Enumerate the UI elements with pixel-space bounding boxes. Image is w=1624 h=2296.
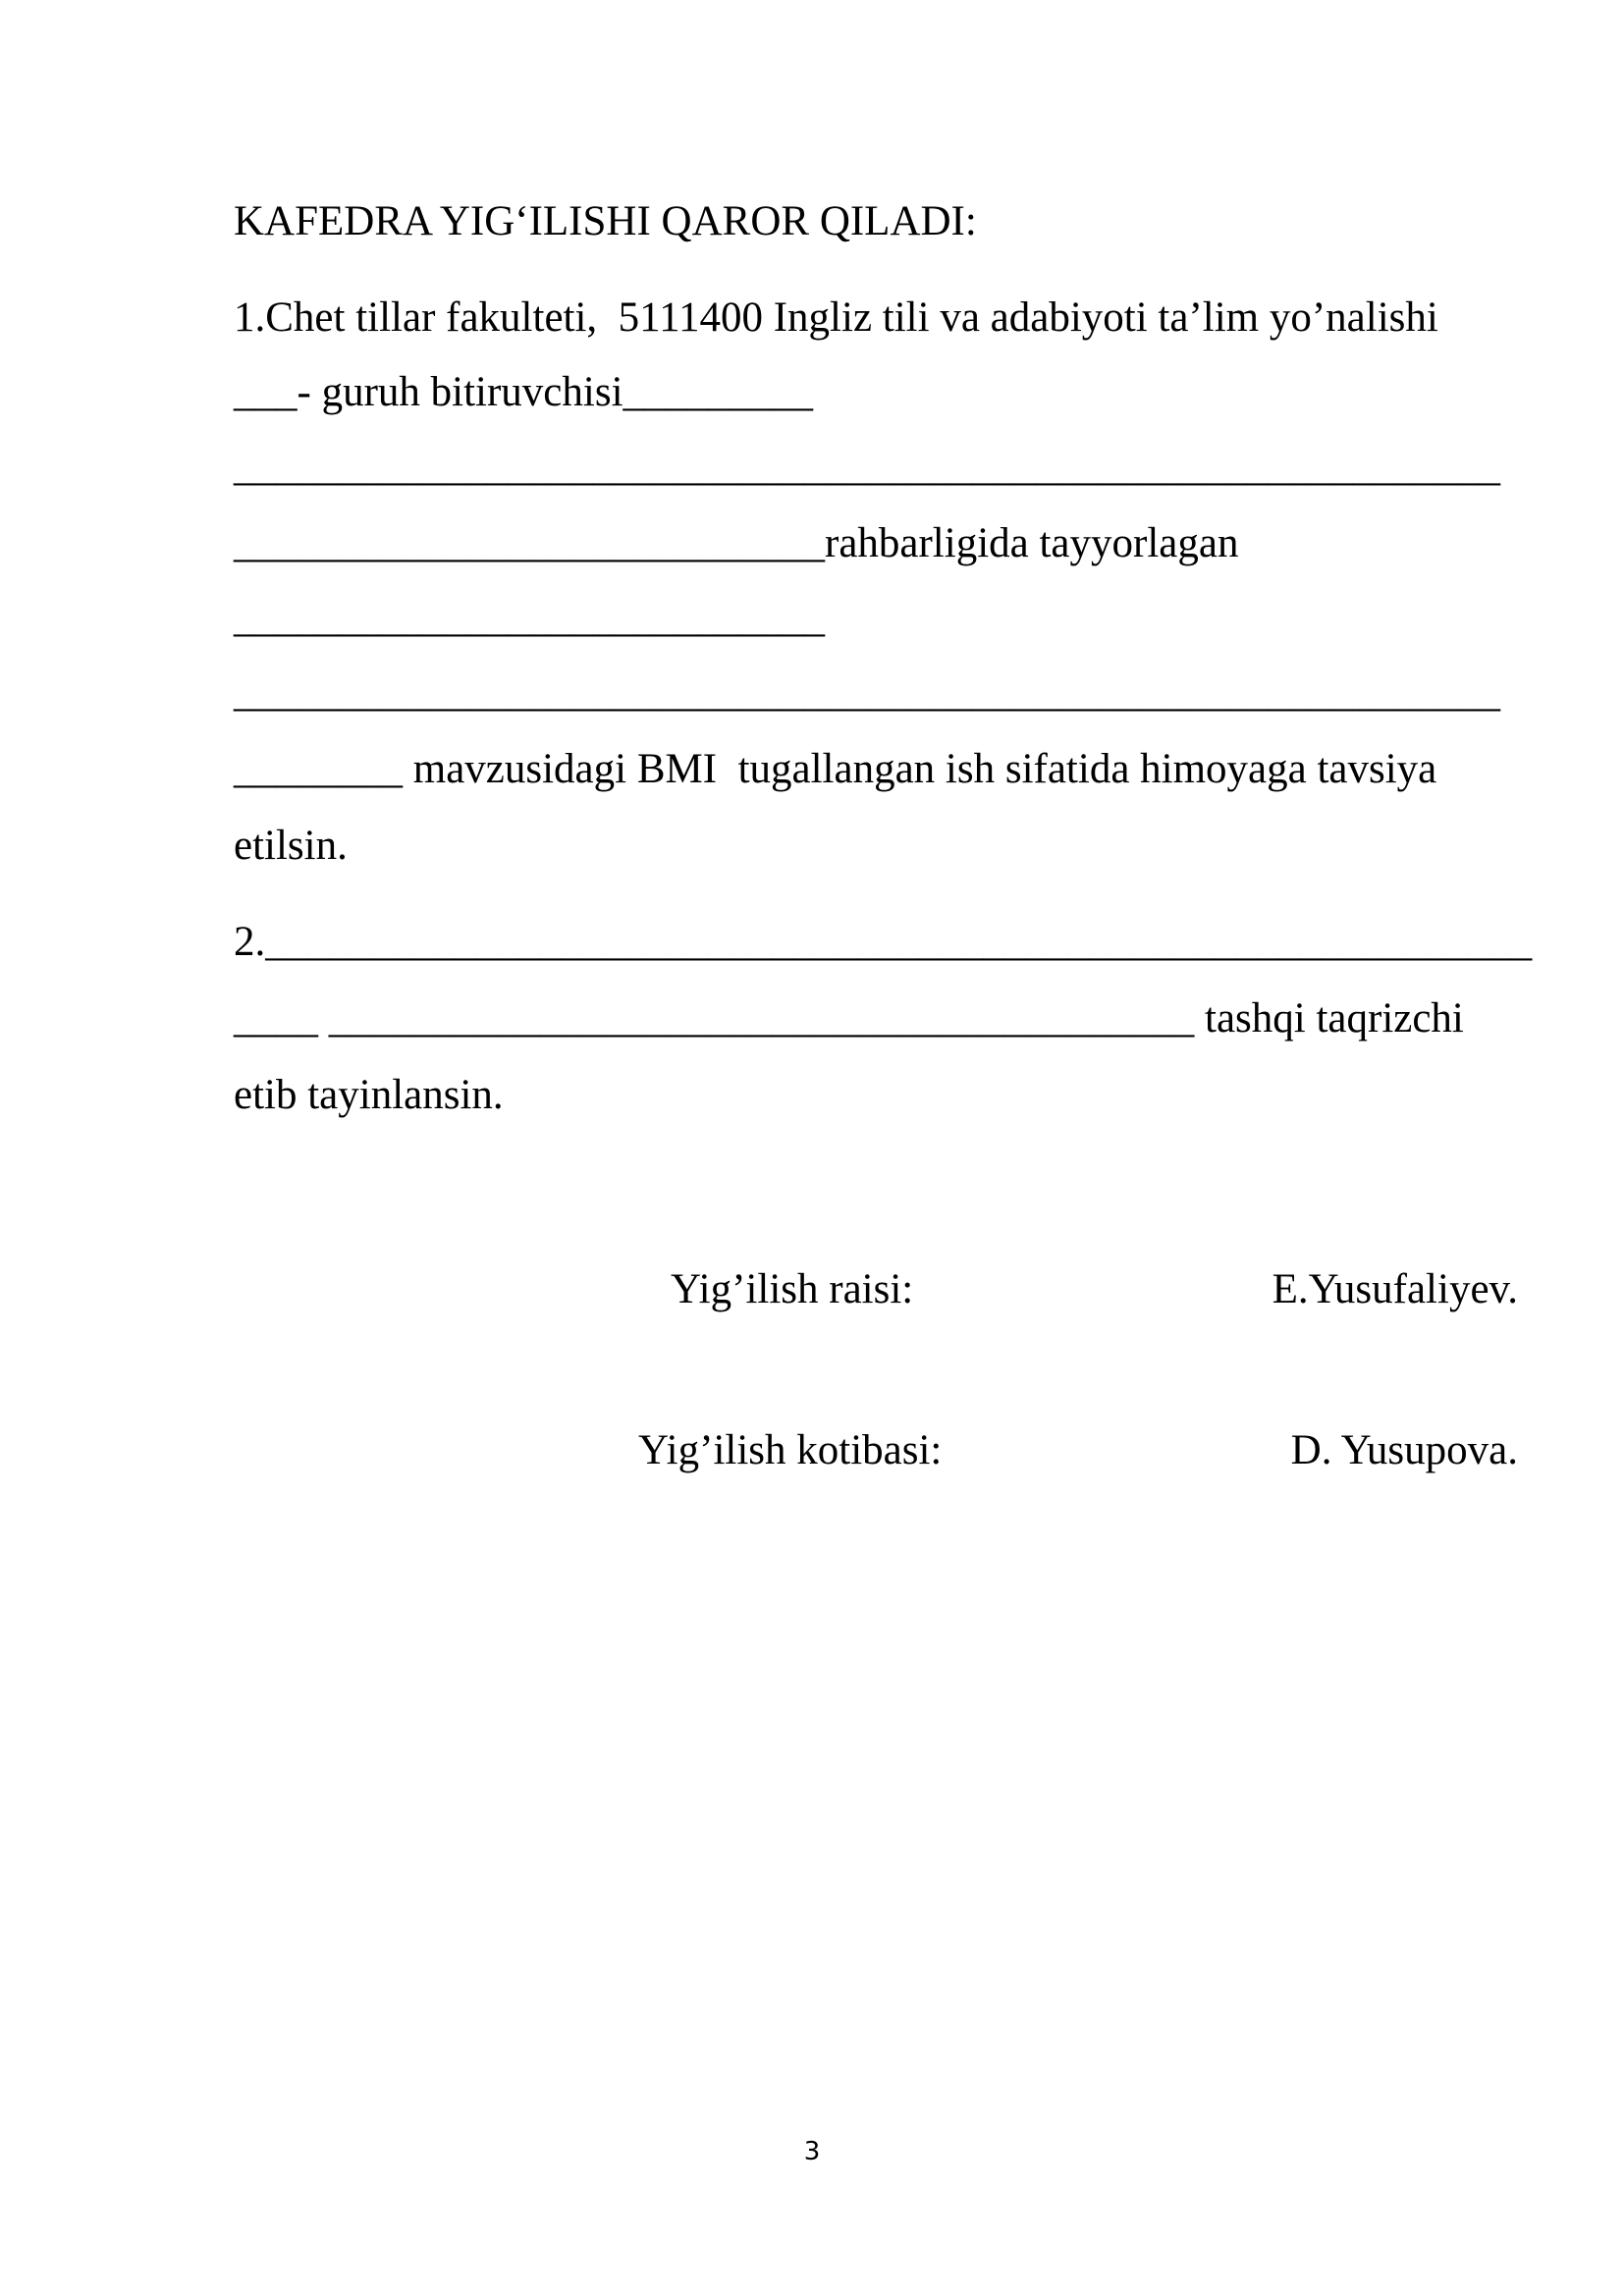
decision-line-supervisor: ____________________________rahbarligida tayyorlagan — [234, 520, 1239, 566]
decision-heading: KAFEDRA YIG‘ILISHI QAROR QILADI: — [234, 198, 977, 244]
decision-line-topic: ________ mavzusidagi BMI tugallangan ish sifatida himoyaga tavsiya — [234, 746, 1437, 792]
decision-2-line-2: ____ _________________________________________ tashqi taqrizchi — [234, 995, 1464, 1041]
signature-name-chair: E.Yusufaliyev. — [1272, 1266, 1518, 1312]
blank-line: ____________________________________________________________ — [234, 444, 1500, 490]
decision-line-2: ___- guruh bitiruvchisi_________ — [234, 369, 814, 415]
blank-line: ____________________________ — [234, 595, 825, 641]
signature-role-chair: Yig’ilish raisi: — [671, 1266, 914, 1312]
decision-line-end: etilsin. — [234, 823, 348, 869]
signature-name-secretary: D. Yusupova. — [1290, 1427, 1518, 1473]
blank-line: ____________________________________________________________ — [234, 669, 1500, 716]
decision-2-line-3: etib tayinlansin. — [234, 1072, 504, 1118]
page-number: 3 — [803, 2137, 821, 2166]
decision-line-1: 1.Chet tillar fakulteti, 5111400 Ingliz tili va adabiyoti ta’lim yo’nalishi — [234, 294, 1438, 341]
decision-2-line-1: 2.____________________________________________________________ — [234, 919, 1533, 965]
signature-role-secretary: Yig’ilish kotibasi: — [638, 1427, 943, 1473]
